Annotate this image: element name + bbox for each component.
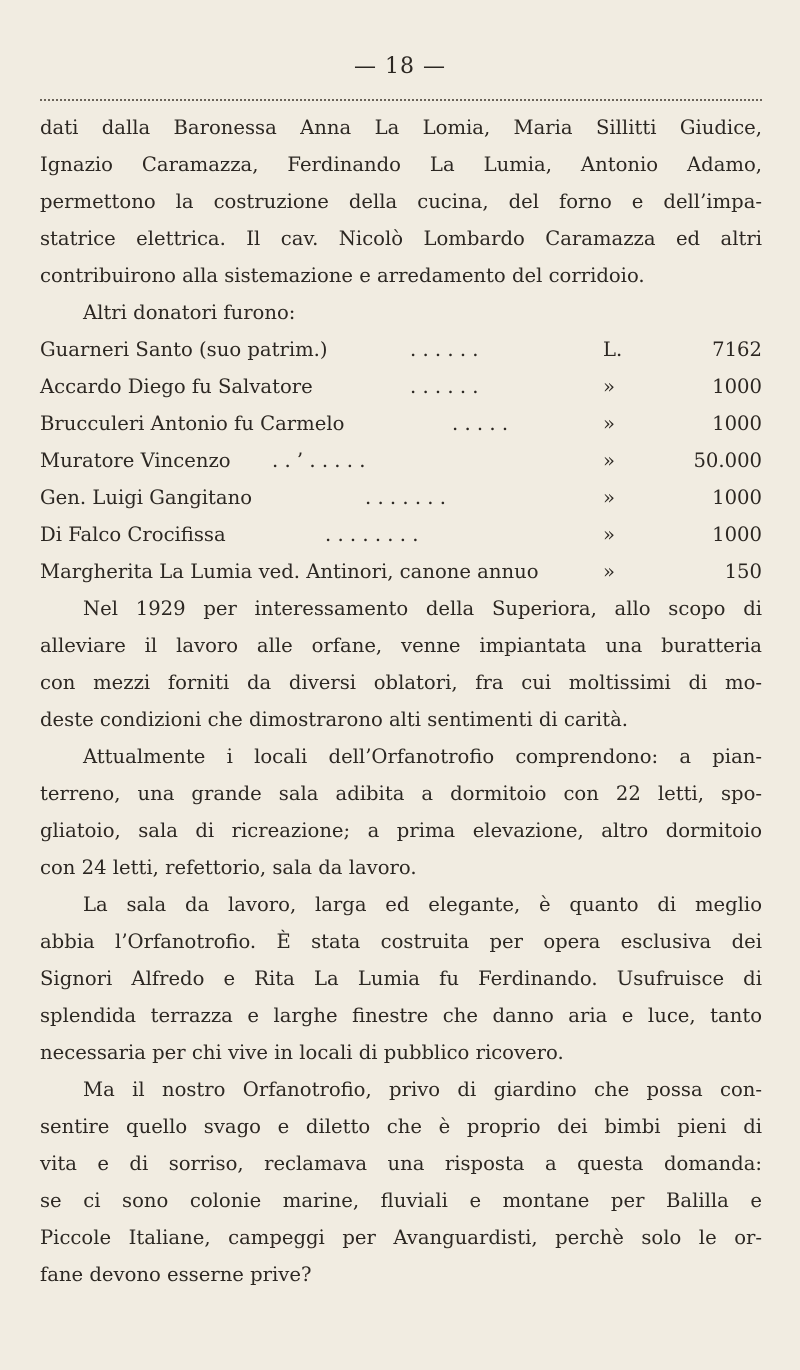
paragraph-giardino-line: vita e di sorriso, reclamava una risposta a questa domanda: <box>40 1152 762 1175</box>
donor-row <box>40 372 762 402</box>
intro-line: dati dalla Baronessa Anna La Lomia, Maria Sillitti Giudice, <box>40 116 762 139</box>
donor-amount: 50.000 <box>693 449 762 472</box>
paragraph-sala-line: La sala da lavoro, larga ed elegante, è quanto di meglio <box>83 893 762 916</box>
paragraph-giardino-line: se ci sono colonie marine, fluviali e montane per Balilla e <box>40 1189 762 1212</box>
donor-row <box>40 335 762 365</box>
donor-leader-dots: . . . . . <box>452 412 509 435</box>
donor-row <box>40 483 762 513</box>
paragraph-sala-line: abbia l’Orfanotrofio. È stata costruita per opera esclusiva dei <box>40 930 762 953</box>
donor-name: Guarneri Santo (suo patrim.) <box>40 338 328 361</box>
donor-currency: » <box>603 375 615 398</box>
header-dotted-rule <box>40 99 762 101</box>
donor-amount: 1000 <box>712 375 762 398</box>
donor-currency: » <box>603 486 615 509</box>
donor-currency: L. <box>603 338 623 361</box>
paragraph-locali-line: con 24 letti, refettorio, sala da lavoro. <box>40 856 417 879</box>
donor-row <box>40 520 762 550</box>
paragraph-1929-line: Nel 1929 per interessamento della Superiora, allo scopo di <box>83 597 762 620</box>
paragraph-1929-line: deste condizioni che dimostrarono alti sentimenti di carità. <box>40 708 628 731</box>
intro-line: permettono la costruzione della cucina, del forno e dell’impa- <box>40 190 762 213</box>
donor-amount: 1000 <box>712 486 762 509</box>
donor-currency: » <box>603 412 615 435</box>
donor-currency: » <box>603 560 615 583</box>
intro-line: statrice elettrica. Il cav. Nicolò Lombardo Caramazza ed altri <box>40 227 762 250</box>
paragraph-giardino-line: fane devono esserne prive? <box>40 1263 312 1286</box>
donor-amount: 1000 <box>712 412 762 435</box>
donor-name: Gen. Luigi Gangitano <box>40 486 252 509</box>
donor-amount: 150 <box>724 560 762 583</box>
donor-name: Accardo Diego fu Salvatore <box>40 375 313 398</box>
paragraph-locali-line: Attualmente i locali dell’Orfanotrofio comprendono: a pian- <box>83 745 762 768</box>
paragraph-sala-line: splendida terrazza e larghe finestre che danno aria e luce, tanto <box>40 1004 762 1027</box>
paragraph-locali-line: terreno, una grande sala adibita a dormitoio con 22 letti, spo- <box>40 782 762 805</box>
donor-name: Muratore Vincenzo <box>40 449 231 472</box>
paragraph-1929-line: con mezzi forniti da diversi oblatori, fra cui moltissimi di mo- <box>40 671 762 694</box>
paragraph-1929-line: alleviare il lavoro alle orfane, venne impiantata una buratteria <box>40 634 762 657</box>
donors-heading: Altri donatori furono: <box>83 301 296 324</box>
paragraph-sala-line: Signori Alfredo e Rita La Lumia fu Ferdinando. Usufruisce di <box>40 967 762 990</box>
donor-amount: 1000 <box>712 523 762 546</box>
paragraph-giardino-line: sentire quello svago e diletto che è proprio dei bimbi pieni di <box>40 1115 762 1138</box>
donor-name: Di Falco Crocifissa <box>40 523 226 546</box>
donor-name: Margherita La Lumia ved. Antinori, canone annuo <box>40 560 539 583</box>
donor-name: Brucculeri Antonio fu Carmelo <box>40 412 345 435</box>
intro-line: contribuirono alla sistemazione e arredamento del corridoio. <box>40 264 645 287</box>
donor-leader-dots: . . . . . . <box>410 375 479 398</box>
paragraph-locali-line: gliatoio, sala di ricreazione; a prima elevazione, altro dormitoio <box>40 819 762 842</box>
donor-amount: 7162 <box>712 338 762 361</box>
paragraph-giardino-line: Piccole Italiane, campeggi per Avanguardisti, perchè solo le or- <box>40 1226 762 1249</box>
intro-line: Ignazio Caramazza, Ferdinando La Lumia, Antonio Adamo, <box>40 153 762 176</box>
donor-leader-dots: . . ’ . . . . . <box>272 449 366 472</box>
donor-leader-dots: . . . . . . <box>410 338 479 361</box>
donor-row <box>40 557 762 587</box>
page-number: — 18 — <box>354 54 446 79</box>
donor-currency: » <box>603 523 615 546</box>
donor-leader-dots: . . . . . . . <box>365 486 446 509</box>
paragraph-giardino-line: Ma il nostro Orfanotrofio, privo di giardino che possa con- <box>83 1078 762 1101</box>
donor-row <box>40 409 762 439</box>
donor-leader-dots: . . . . . . . . <box>325 523 419 546</box>
donor-row <box>40 446 762 476</box>
donor-currency: » <box>603 449 615 472</box>
paragraph-sala-line: necessaria per chi vive in locali di pubblico ricovero. <box>40 1041 564 1064</box>
